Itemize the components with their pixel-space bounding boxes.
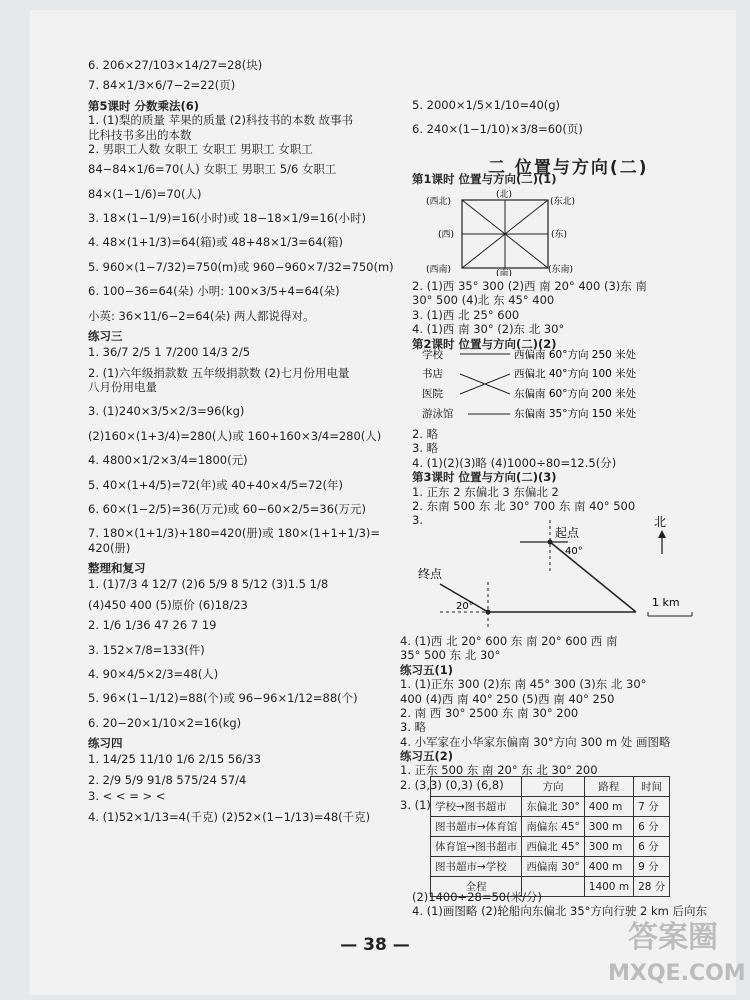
right-block-4 <box>412 890 712 919</box>
label-e: (东) <box>551 230 568 240</box>
route-diagram <box>400 512 710 634</box>
answer-line: 3. (1)240×3/5×2/3=96(kg) <box>88 404 245 419</box>
answer-line: 2. 东南 500 东 北 30° 700 东 南 40° 500 <box>412 498 636 513</box>
answer-line: 2. 略 <box>412 427 439 441</box>
answer-line: 35° 500 东 北 30° <box>400 648 501 663</box>
table-header: 时间 <box>634 777 670 797</box>
answer-line: (4)450 400 (5)原价 (6)18/23 <box>88 597 248 612</box>
answer-line: 1. (1)7/3 4 12/7 (2)6 5/9 8 5/12 (3)1.5 1/8 <box>88 577 329 592</box>
table-cell: 400 m <box>584 797 633 817</box>
table-cell: 9 分 <box>634 857 670 877</box>
answer-line: 5. 960×(1−7/32)=750(m)或 960−960×7/32=750(m) <box>88 259 394 274</box>
table-header: 方向 <box>522 777 584 797</box>
answer-line: 7. 180×(1+1/3)+180=420(册)或 180×(1+1+1/3)= <box>88 526 381 541</box>
answer-line: 6. 206×27/103×14/27=28(块) <box>88 58 263 72</box>
match-right-4: 东偏南 35°方向 150 米处 <box>514 408 637 420</box>
answer-line: 30° 500 (4)北 东 45° 400 <box>412 293 555 308</box>
answer-line: 420(册) <box>88 540 131 555</box>
table-cell: 全程 <box>431 877 522 897</box>
answer-line: 400 (4)西 南 40° 250 (5)西 南 40° 250 <box>400 691 615 706</box>
lesson-heading: 第2课时 位置与方向(二)(2) <box>412 336 557 351</box>
answer-line: 5. 2000×1/5×1/10=40(g) <box>412 98 561 112</box>
match-right-3: 东偏南 60°方向 200 米处 <box>514 388 637 400</box>
table-cell: 图书超市→体育馆 <box>431 817 522 837</box>
match-left-pool: 游泳馆 <box>422 408 454 420</box>
label-w: (西) <box>438 230 455 240</box>
answer-line: 1. 14/25 11/10 1/6 2/15 56/33 <box>88 752 262 767</box>
table-cell: 1400 m <box>584 877 633 897</box>
table-header-row <box>431 777 670 797</box>
label-nw: (西北) <box>426 197 452 207</box>
label-n: (北) <box>496 190 513 200</box>
lesson-heading: 第5课时 分数乘法(6) <box>88 98 200 113</box>
answer-line: 1. (1)正东 300 (2)东 南 45° 300 (3)东 北 30° <box>400 677 647 692</box>
answer-line: 4. 90×4/5×2/3=48(人) <box>88 666 219 681</box>
start-label: 起点 <box>555 526 580 540</box>
answer-line: 1. (1)梨的质量 苹果的质量 (2)科技书的本数 故事书 <box>88 113 354 128</box>
match-left-bookstore: 书店 <box>422 368 443 380</box>
answer-line: 2. 1/6 1/36 47 26 7 19 <box>88 618 217 633</box>
table-row <box>431 817 670 837</box>
compass-diagram <box>418 188 588 276</box>
right-top <box>412 98 712 137</box>
table-cell: 28 分 <box>634 877 670 897</box>
lesson-heading-text: 第1课时 位置与方向(二)(1) <box>412 172 557 186</box>
answer-line: 2. (1)西 35° 300 (2)西 南 20° 400 (3)东 南 <box>412 279 647 293</box>
answer-line: 3. <box>412 513 423 528</box>
answer-line: 2. 2/9 5/9 91/8 575/24 57/4 <box>88 772 247 787</box>
left-column <box>88 58 394 824</box>
table-cell: 300 m <box>584 837 633 857</box>
matching-diagram <box>412 346 712 426</box>
answer-line: (2)1400÷28=50(米/分) <box>412 890 542 904</box>
angle-20: 20° <box>456 601 474 612</box>
table-cell: 西偏北 45° <box>522 837 584 857</box>
table-cell: 6 分 <box>634 817 670 837</box>
answer-line: 3. < < = > < <box>88 789 166 804</box>
answer-line: 4. (1)画图略 (2)轮船向东偏北 35°方向行驶 2 km 后向东 <box>412 904 708 919</box>
table-cell: 图书超市→学校 <box>431 857 522 877</box>
answer-line: 3. 152×7/8=133(件) <box>88 642 205 657</box>
north-label: 北 <box>654 515 667 529</box>
answer-line: 4. 小军家在小华家东偏南 30°方向 300 m 处 画图略 <box>400 734 671 749</box>
answer-line: 2. (3,3) (0,3) (6,8) <box>400 777 504 792</box>
table-cell: 6 分 <box>634 837 670 857</box>
table-cell: 7 分 <box>634 797 670 817</box>
page-number: — 38 — <box>340 935 410 955</box>
right-block-1 <box>412 279 712 351</box>
table-cell: 300 m <box>584 817 633 837</box>
route-segment-1 <box>550 542 636 612</box>
label-ne: (东北) <box>550 197 576 207</box>
answer-line: 4. (1)52×1/13=4(千克) (2)52×(1−1/13)=48(千克) <box>88 809 371 824</box>
answer-line: 4. (1)(2)(3)略 (4)1000÷80=12.5(分) <box>412 455 617 470</box>
answer-line: 3. 略 <box>400 720 427 735</box>
answer-line: 3. 18×(1−1/9)=16(小时)或 18−18×1/9=16(小时) <box>88 211 367 225</box>
table-row <box>431 837 670 857</box>
match-left-school: 学校 <box>422 349 443 361</box>
answer-line: 6. 100−36=64(朵) 小明: 100×3/5+4=64(朵) <box>88 284 340 299</box>
answer-line: 2. (1)六年级捐款数 五年级捐款数 (2)七月份用电量 <box>88 365 350 380</box>
watermark <box>608 920 746 992</box>
end-label: 终点 <box>418 567 443 581</box>
route-table <box>430 776 670 897</box>
answer-line: 3. 略 <box>412 441 439 456</box>
match-left-hospital: 医院 <box>422 388 443 400</box>
answer-line: 1. 36/7 2/5 1 7/200 14/3 2/5 <box>88 345 251 360</box>
answer-line: 4. 48×(1+1/3)=64(箱)或 48+48×1/3=64(箱) <box>88 235 344 250</box>
label-se: (东南) <box>548 265 574 275</box>
table-cell: 体育馆→图书超市 <box>431 837 522 857</box>
angle-40: 40° <box>565 546 583 557</box>
answer-line: 84−84×1/6=70(人) 女职工 男职工 5/6 女职工 <box>88 162 337 177</box>
answer-line: 5. 40×(1+4/5)=72(年)或 40+40×4/5=72(年) <box>88 477 344 492</box>
table-row <box>431 857 670 877</box>
answer-line: 4. (1)西 北 20° 600 东 南 20° 600 西 南 <box>400 634 618 648</box>
answer-line: (2)160×(1+3/4)=280(人)或 160+160×3/4=280(人) <box>88 428 382 443</box>
table-cell: 南偏东 45° <box>522 817 584 837</box>
table-cell: 西偏南 30° <box>522 857 584 877</box>
answer-line: 6. 20−20×1/10×2=16(kg) <box>88 715 242 730</box>
exercise-heading: 练习五(1) <box>400 662 454 677</box>
table-cell: 400 m <box>584 857 633 877</box>
answer-line: 1. 正东 500 东 南 20° 东 北 30° 200 <box>400 763 598 778</box>
table-cell: 东偏北 30° <box>522 797 584 817</box>
review-heading: 整理和复习 <box>88 561 146 575</box>
table-header <box>431 777 522 797</box>
answer-line: 6. 240×(1−1/10)×3/8=60(页) <box>412 122 583 137</box>
exercise-heading: 练习三 <box>88 328 123 343</box>
answer-line: 6. 60×(1−2/5)=36(万元)或 60−60×2/5=36(万元) <box>88 501 367 516</box>
answer-line: 2. 男职工人数 女职工 女职工 男职工 女职工 <box>88 141 313 156</box>
answer-line: 5. 96×(1−1/12)=88(个)或 96−96×1/12=88(个) <box>88 691 358 706</box>
watermark-line2: MXQE.COM <box>608 961 746 986</box>
label-sw: (西南) <box>426 265 452 275</box>
answer-line: 4. (1)西 南 30° (2)东 北 30° <box>412 322 565 337</box>
exercise-heading: 练习五(2) <box>400 749 454 763</box>
lesson-heading <box>412 172 557 186</box>
exercise-heading: 练习四 <box>88 736 123 750</box>
answer-line: 比科技书多出的本数 <box>88 127 192 142</box>
answer-line: 小英: 36×11/6−2=64(朵) 两人都说得对。 <box>88 308 315 323</box>
answer-line: 3. (1)西 北 25° 600 <box>412 307 520 322</box>
match-right-1: 西偏南 60°方向 250 米处 <box>514 349 637 361</box>
answer-line: 3. (1) <box>400 798 431 813</box>
answer-line: 84×(1−1/6)=70(人) <box>88 186 202 201</box>
answer-line: 7. 84×1/3×6/7−2=22(页) <box>88 78 236 93</box>
label-s: (南) <box>496 269 513 276</box>
table-header: 路程 <box>584 777 633 797</box>
answer-line: 4. 4800×1/2×3/4=1800(元) <box>88 453 248 468</box>
table-cell: 学校→图书超市 <box>431 797 522 817</box>
watermark-line1: 答案圈 <box>628 920 718 955</box>
unit-title: 二 位置与方向(二) <box>488 158 649 178</box>
match-right-2: 西偏北 40°方向 100 米处 <box>514 368 637 380</box>
answer-line: 2. 南 西 30° 2500 东 南 30° 200 <box>400 705 579 720</box>
answer-line: 八月份用电量 <box>88 380 157 394</box>
lesson-heading: 第3课时 位置与方向(二)(3) <box>412 470 557 485</box>
scale-label: 1 km <box>652 596 680 609</box>
north-arrow-icon <box>658 530 666 538</box>
table-row <box>431 797 670 817</box>
answer-line: 1. 正东 2 东偏北 3 东偏北 2 <box>412 484 559 499</box>
